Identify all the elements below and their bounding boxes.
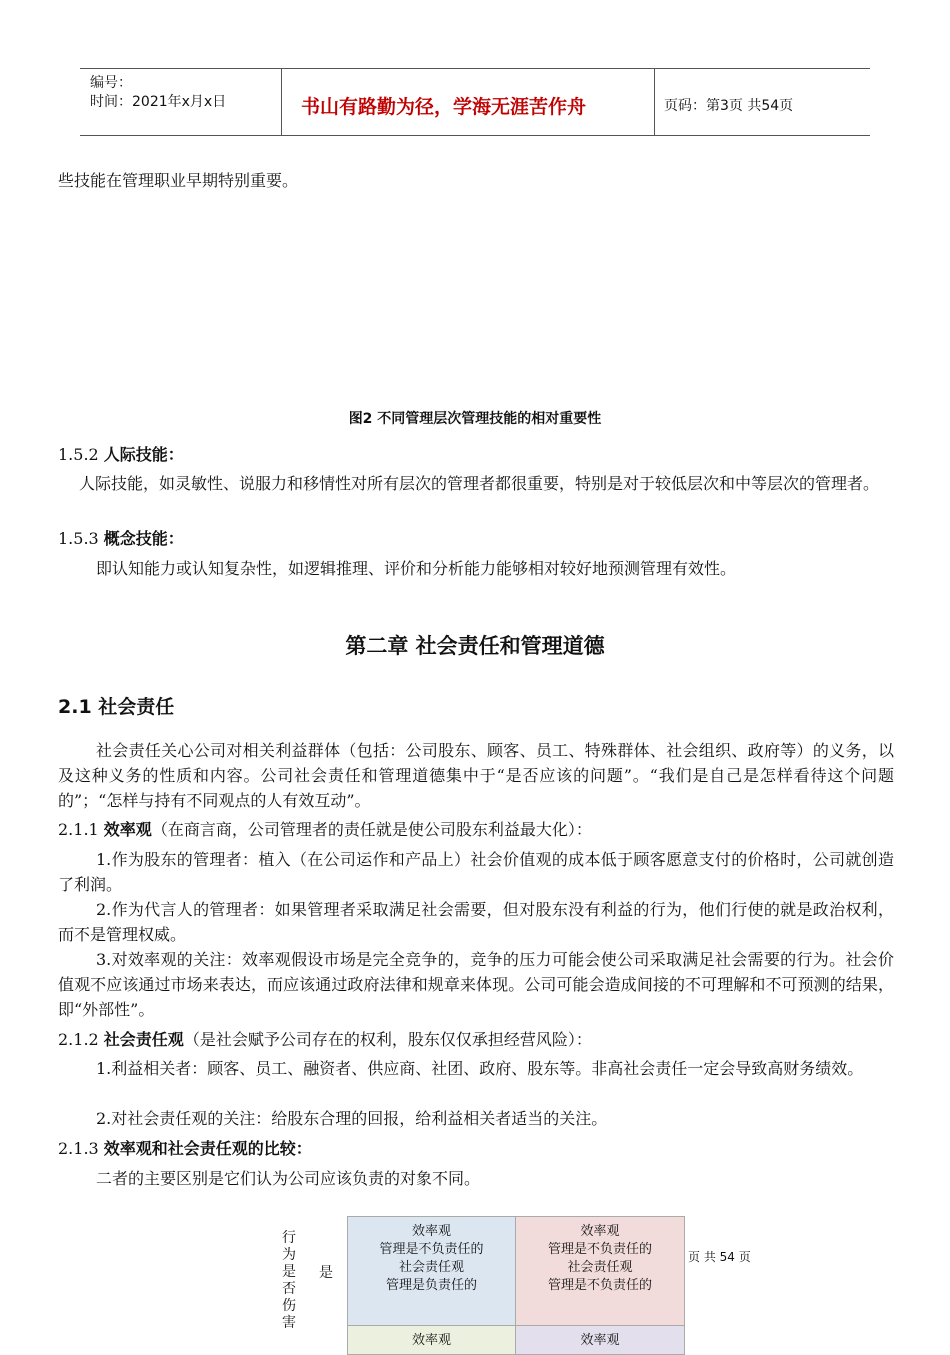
header-divider-right	[654, 68, 655, 136]
heading-number: 1.5.3	[58, 529, 104, 548]
section-title: 2.1 社会责任	[58, 696, 175, 718]
heading-label: 效率观	[103, 820, 152, 839]
list-item-efficiency-concern: 3.对效率观的关注：效率观假设市场是完全竞争的，竞争的压力可能会使公司采取满足社会需要的行为。社会价值观不应该通过市场来表达，而应该通过政府法律和规章来体现。公司可能会造成间接的不可理解和不可预测的结果，即“外部性”。	[58, 950, 894, 1019]
header-top-rule	[80, 68, 870, 69]
matrix-row-yes-label: 是	[319, 1265, 333, 1281]
matrix-cell-bottom-left: 效率观	[347, 1325, 516, 1355]
heading-number: 2.1.2	[58, 1030, 104, 1049]
heading-number: 1.5.2	[58, 445, 104, 464]
header-date: 时间：2021年x月x日	[90, 94, 227, 110]
matrix-cell-bottom-right: 效率观	[515, 1325, 685, 1355]
heading-number: 2.1.1	[58, 820, 104, 839]
header-bottom-rule	[80, 135, 870, 136]
heading-1-5-2	[58, 442, 184, 467]
intro-line: 些技能在管理职业早期特别重要。	[58, 171, 299, 190]
paragraph-social-responsibility: 社会责任关心公司对相关利益群体（包括：公司股东、顾客、员工、特殊群体、社会组织、政府等）的义务，以及这种义务的性质和内容。公司社会责任和管理道德集中于“是否应该的问题”。“我们是自己是怎样看待这个问题的”；“怎样与持有不同观点的人有效互动”。	[58, 741, 894, 810]
heading-2-1-1	[58, 817, 592, 842]
paragraph-interpersonal-skills: 人际技能，如灵敏性、说服力和移情性对所有层次的管理者都很重要，特别是对于较低层次和中等层次的管理者。	[79, 474, 880, 493]
page-footer-fragment: 页 共 54 页	[688, 1250, 751, 1264]
matrix-vertical-label: 行 为 是 否 伤 害	[282, 1230, 296, 1331]
heading-note: （在商言商，公司管理者的责任就是使公司股东利益最大化）：	[151, 820, 592, 839]
list-item-agent-manager: 2.作为代言人的管理者：如果管理者采取满足社会需要，但对股东没有利益的行为，他们行使的就是政治权利，而不是管理权威。	[58, 900, 894, 944]
heading-label: 人际技能：	[103, 445, 184, 464]
heading-1-5-3	[58, 526, 184, 551]
chapter-title: 第二章 社会责任和管理道德	[345, 634, 605, 658]
heading-label: 社会责任观	[103, 1030, 184, 1049]
header-serial: 编号：	[90, 75, 132, 91]
header-divider-left	[281, 68, 282, 136]
matrix-cell-top-left: 效率观 管理是不负责任的 社会责任观 管理是负责任的	[347, 1216, 516, 1326]
heading-label: 概念技能：	[103, 529, 184, 548]
header-page-info: 页码：第3页 共54页	[664, 98, 794, 114]
heading-2-1-2	[58, 1027, 592, 1052]
matrix-cell-top-right: 效率观 管理是不负责任的 社会责任观 管理是不负责任的	[515, 1216, 685, 1326]
paragraph-comparison: 二者的主要区别是它们认为公司应该负责的对象不同。	[96, 1169, 481, 1188]
heading-number: 2.1.3	[58, 1139, 104, 1158]
list-item-social-concern: 2.对社会责任观的关注：给股东合理的回报，给利益相关者适当的关注。	[96, 1109, 608, 1128]
heading-note: （是社会赋予公司存在的权利，股东仅仅承担经营风险）：	[183, 1030, 592, 1049]
heading-label: 效率观和社会责任观的比较：	[103, 1139, 312, 1158]
heading-2-1-3	[58, 1136, 312, 1161]
list-item-shareholder-manager: 1.作为股东的管理者：植入（在公司运作和产品上）社会价值观的成本低于顾客愿意支付的价格时，公司就创造了利润。	[58, 850, 894, 894]
figure-caption: 图2 不同管理层次管理技能的相对重要性	[348, 411, 602, 427]
header-motto: 书山有路勤为径，学海无涯苦作舟	[301, 96, 587, 118]
list-item-stakeholders: 1.利益相关者：顾客、员工、融资者、供应商、社团、政府、股东等。非高社会责任一定会导致高财务绩效。	[96, 1059, 864, 1078]
paragraph-conceptual-skills: 即认知能力或认知复杂性，如逻辑推理、评价和分析能力能够相对较好地预测管理有效性。	[96, 559, 737, 578]
